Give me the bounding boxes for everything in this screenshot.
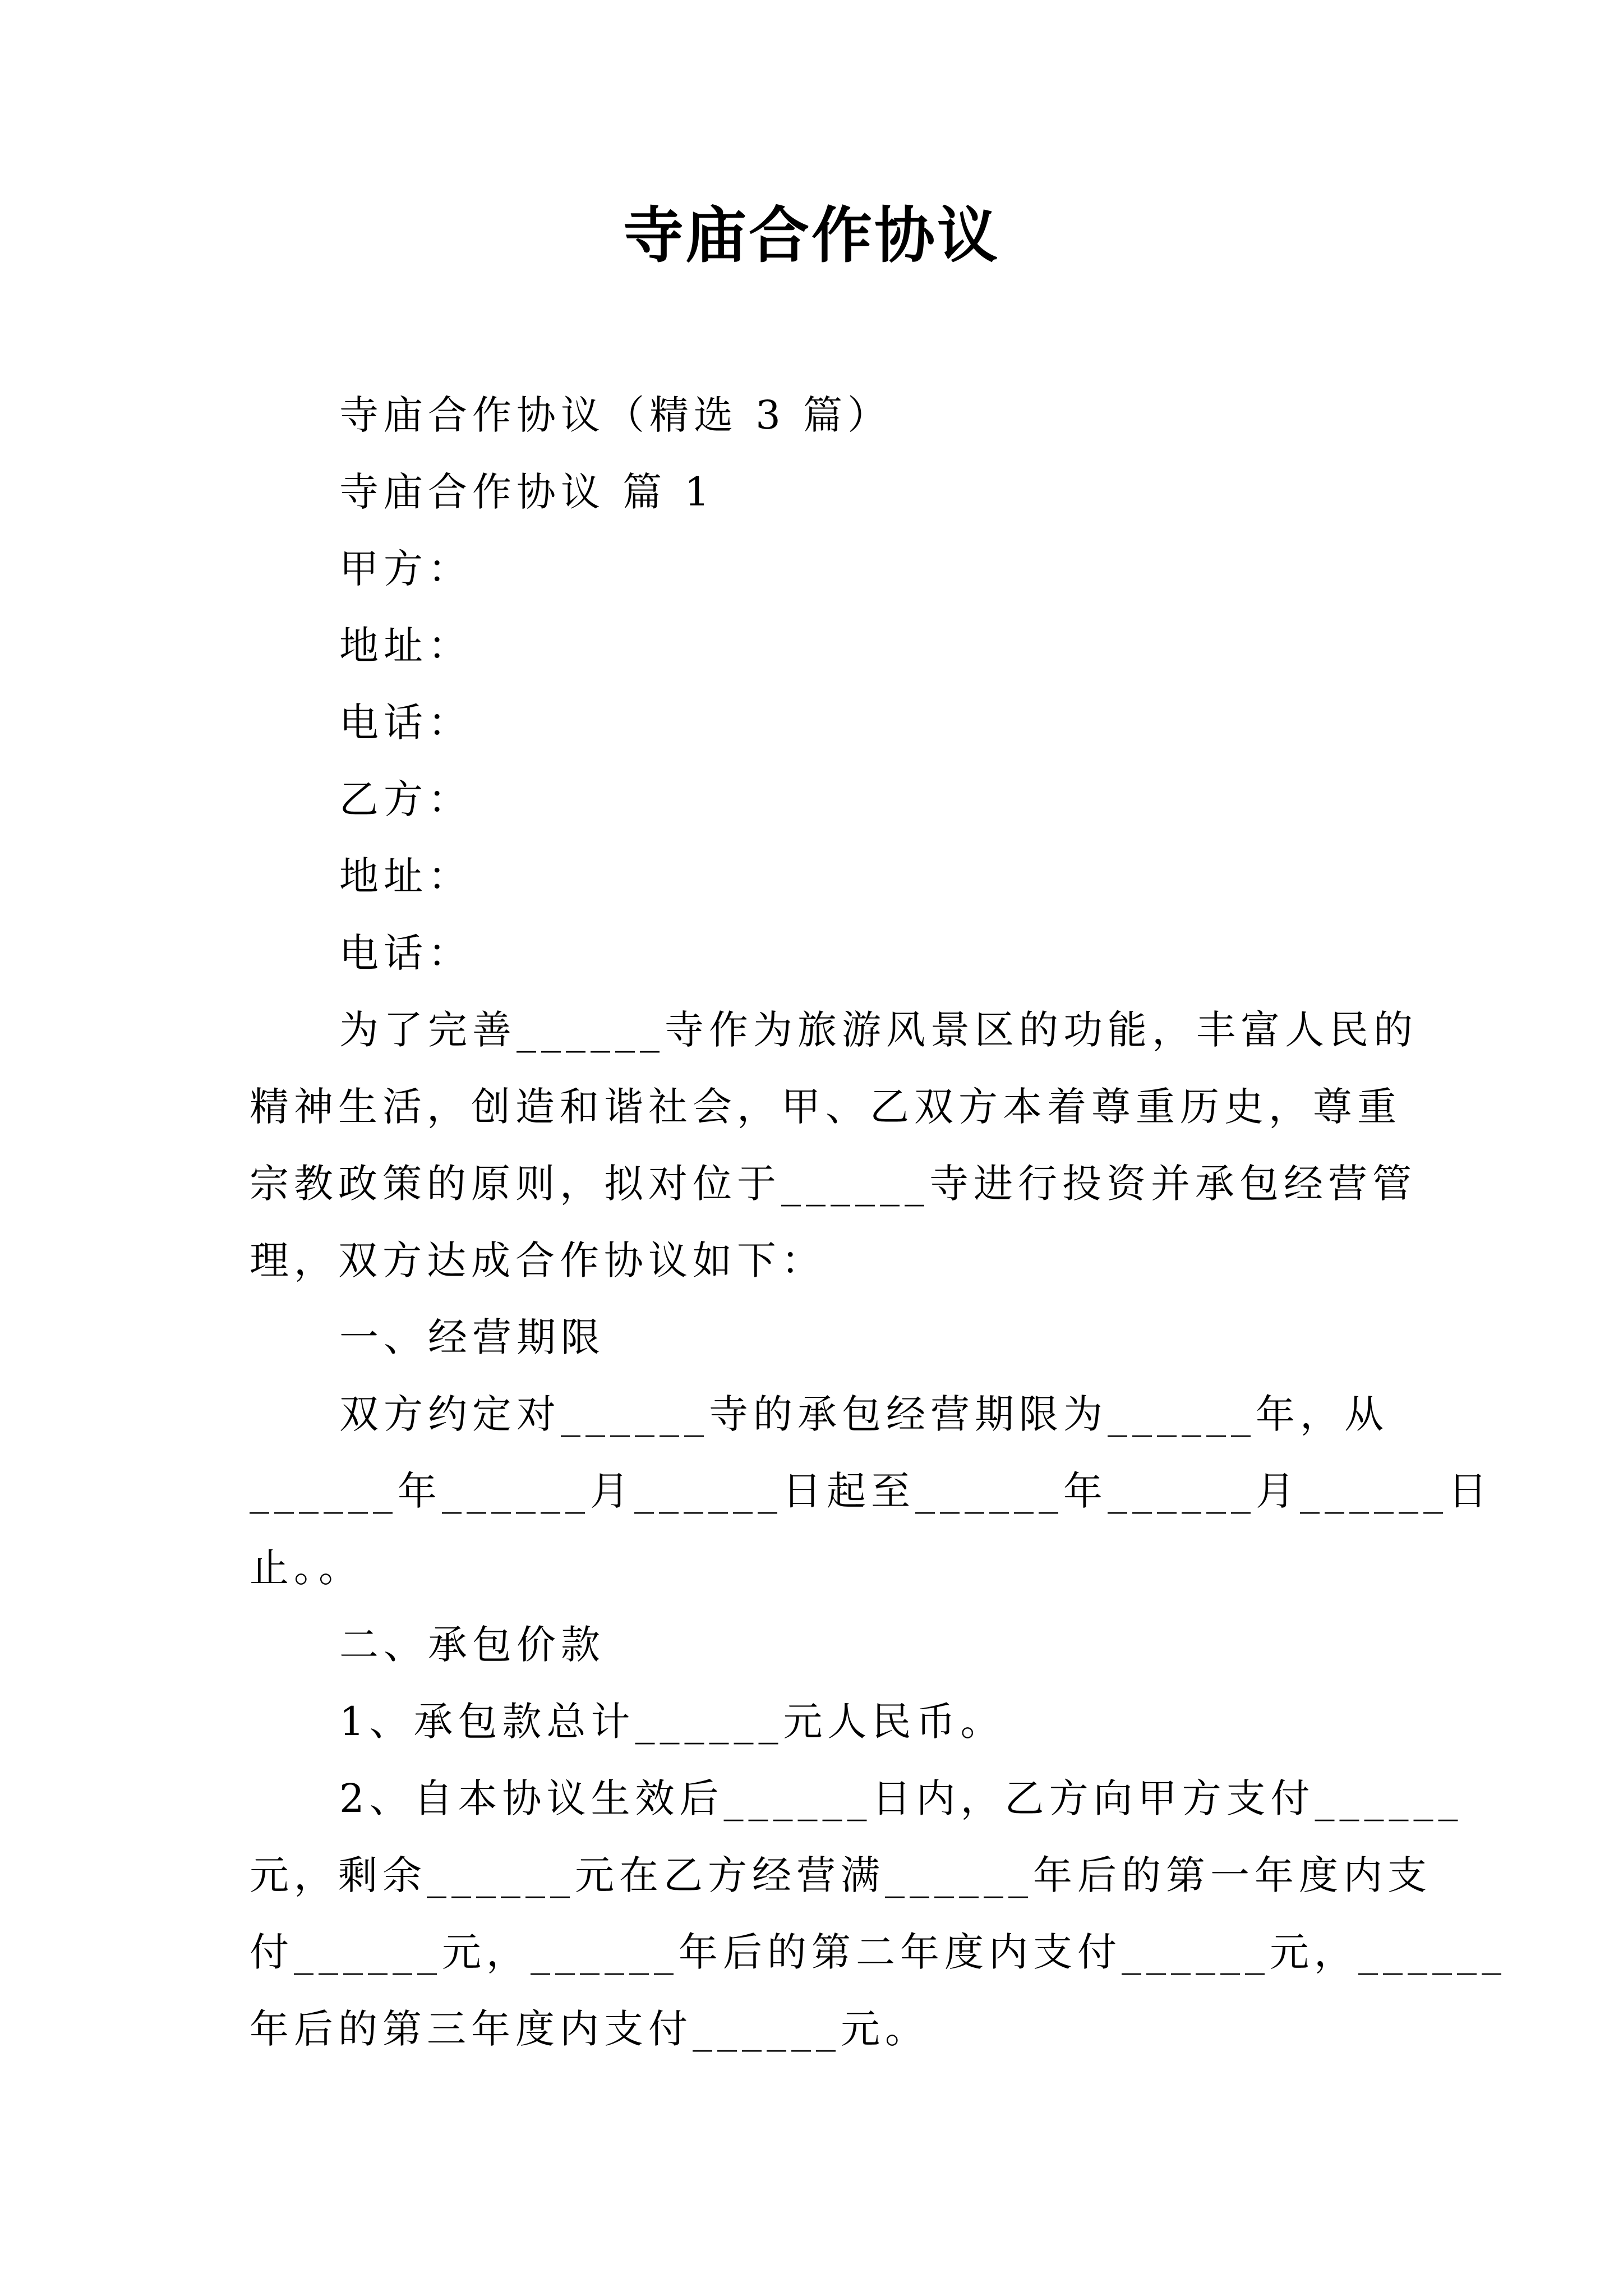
paragraph-line: 付______元，______年后的第二年度内支付______元，______ — [250, 1929, 1506, 1975]
paragraph-line: 年后的第三年度内支付______元。 — [250, 2006, 929, 2052]
paragraph-line: 双方约定对______寺的承包经营期限为______年，从 — [339, 1391, 1389, 1437]
paragraph-line: 乙方： — [339, 776, 472, 822]
paragraph-line: 电话： — [339, 700, 472, 746]
paragraph-line: ______年______月______日起至______年______月______日 — [250, 1468, 1492, 1514]
paragraph-line: 止。。 — [250, 1545, 363, 1591]
paragraph-line: 2、自本协议生效后______日内，乙方向甲方支付______ — [339, 1775, 1463, 1821]
paragraph-line: 寺庙合作协议（精选 3 篇） — [339, 392, 892, 438]
paragraph-line: 宗教政策的原则，拟对位于______寺进行投资并承包经营管 — [250, 1161, 1417, 1207]
paragraph-line: 理，双方达成合作协议如下： — [250, 1237, 826, 1283]
paragraph-line: 地址： — [339, 623, 472, 669]
paragraph-line: 甲方： — [339, 546, 472, 592]
paragraph-line: 一、经营期限 — [339, 1314, 605, 1360]
document-body — [250, 377, 1506, 2068]
paragraph-line: 1、承包款总计______元人民币。 — [339, 1699, 1005, 1745]
paragraph-line: 寺庙合作协议 篇 1 — [339, 469, 715, 515]
paragraph-line: 元，剩余______元在乙方经营满______年后的第一年度内支 — [250, 1852, 1432, 1898]
paragraph-line: 电话： — [339, 930, 472, 976]
document-title: 寺庙合作协议 — [623, 200, 1000, 271]
paragraph-line: 精神生活，创造和谐社会，甲、乙双方本着尊重历史，尊重 — [250, 1084, 1401, 1130]
paragraph-line: 地址： — [339, 853, 472, 899]
paragraph-line: 为了完善______寺作为旅游风景区的功能，丰富人民的 — [339, 1007, 1418, 1053]
paragraph-line: 二、承包价款 — [339, 1622, 605, 1668]
